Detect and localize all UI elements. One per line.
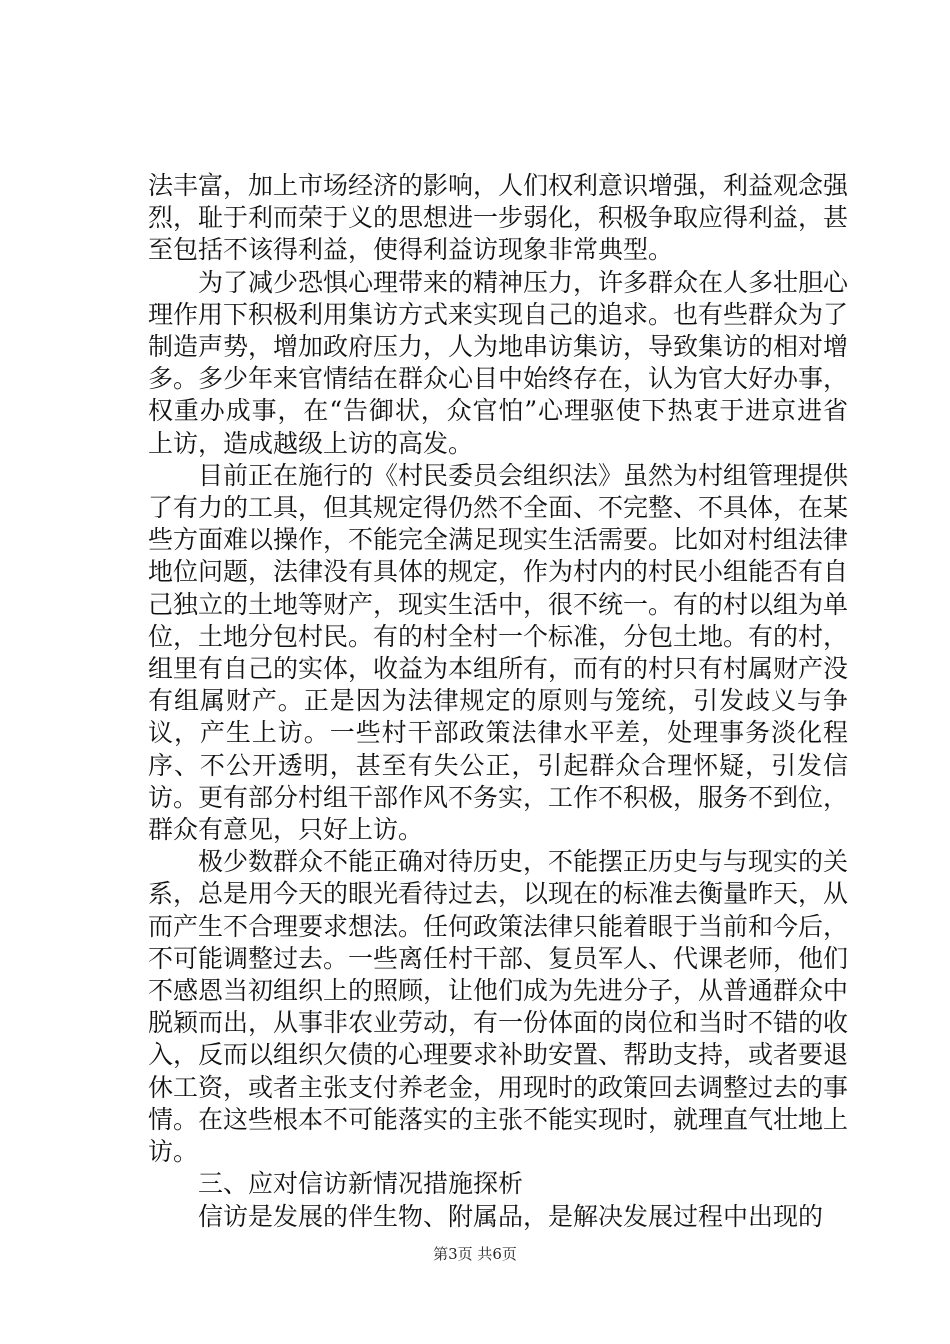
document-body [148, 170, 848, 1233]
paragraph-3: 目前正在施行的《村民委员会组织法》虽然为村组管理提供了有力的工具，但其规定得仍然不全面、不完整、不具体，在某些方面难以操作，不能完全满足现实生活需要。比如对村组法律地位问题，法律没有具体的规定，作为村内的村民小组能否有自己独立的土地等财产，现实生活中，很不统一。有的村以组为单位，土地分包村民。有的村全村一个标准，分包土地。有的村，组里有自己的实体，收益为本组所有，而有的村只有村属财产没有组属财产。正是因为法律规定的原则与笼统，引发歧义与争议，产生上访。一些村干部政策法律水平差，处理事务淡化程序、不公开透明，甚至有失公正，引起群众合理怀疑，引发信访。更有部分村组干部作风不务实，工作不积极，服务不到位，群众有意见，只好上访。 [148, 460, 849, 845]
paragraph-4: 极少数群众不能正确对待历史，不能摆正历史与与现实的关系，总是用今天的眼光看待过去，以现在的标准去衡量昨天，从而产生不合理要求想法。任何政策法律只能着眼于当前和今后，不可能调整过去。一些离任村干部、复员军人、代课老师，他们不感恩当初组织上的照顾，让他们成为先进分子，从普通群众中脱颖而出，从事非农业劳动，有一份体面的岗位和当时不错的收入，反而以组织欠债的心理要求补助安置、帮助支持，或者要退休工资，或者主张支付养老金，用现时的政策回去调整过去的事情。在这些根本不可能落实的主张不能实现时，就理直气壮地上访。 [148, 847, 849, 1167]
paragraph-2: 为了减少恐惧心理带来的精神压力，许多群众在人多壮胆心理作用下积极利用集访方式来实现自己的追求。也有些群众为了制造声势，增加政府压力，人为地串访集访，导致集访的相对增多。多少年来官情结在群众心目中始终存在，认为官大好办事，权重办成事，在“告御状，众官怕”心理驱使下热衷于进京进省上访，造成越级上访的高发。 [148, 267, 849, 458]
paragraph-1: 法丰富，加上市场经济的影响，人们权利意识增强，利益观念强烈，耻于利而荣于义的思想进一步弱化，积极争取应得利益，甚至包括不该得利益，使得利益访现象非常典型。 [148, 171, 849, 265]
section-heading: 三、应对信访新情况措施探析 [198, 1169, 524, 1199]
paragraph-5: 信访是发展的伴生物、附属品，是解决发展过程中出现的 [198, 1201, 824, 1231]
page-number: 第3页 共6页 [433, 1245, 517, 1263]
